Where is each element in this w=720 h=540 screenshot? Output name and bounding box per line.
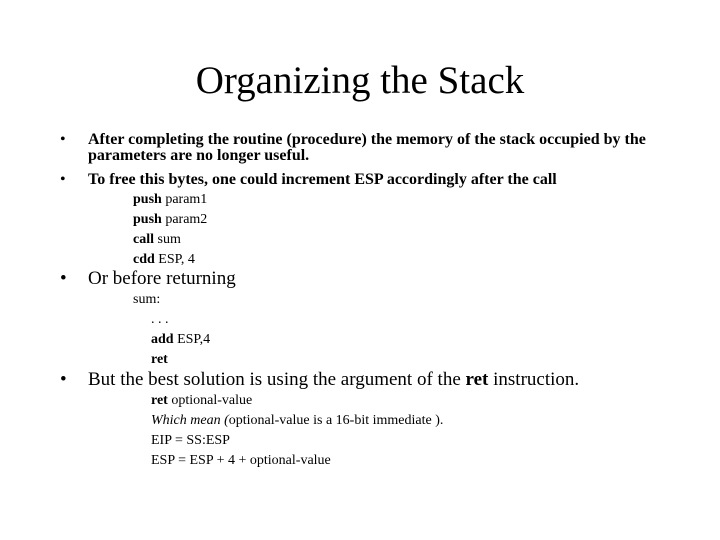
bullet-text-1: After completing the routine (procedure) the memory of the stack occupied by the parameters are no longer useful. bbox=[88, 131, 646, 164]
bullet-icon: • bbox=[60, 131, 66, 148]
bullet-item-3 bbox=[60, 268, 680, 290]
code-line: call sum bbox=[133, 232, 181, 247]
bullet-text-4: But the best solution is using the argument of the ret instruction. bbox=[88, 369, 580, 390]
code-line: sum: bbox=[133, 292, 161, 307]
code-line: push param1 bbox=[133, 192, 208, 207]
bullet-item-1 bbox=[60, 132, 680, 168]
bullet-item-4 bbox=[60, 369, 680, 391]
code-line: cdd ESP, 4 bbox=[133, 252, 195, 267]
code-line: EIP = SS:ESP bbox=[151, 433, 230, 448]
bullet-icon: • bbox=[60, 268, 67, 289]
code-line: . . . bbox=[151, 312, 169, 327]
code-line: push param2 bbox=[133, 212, 208, 227]
code-line: Which mean (optional-value is a 16-bit immediate ). bbox=[151, 413, 444, 428]
code-block-sum bbox=[133, 290, 333, 370]
bullet-icon: • bbox=[60, 171, 66, 188]
bullet-icon: • bbox=[60, 369, 67, 390]
slide-title: Organizing the Stack bbox=[195, 59, 525, 102]
code-block-ret bbox=[151, 391, 651, 471]
bullet-item-2 bbox=[60, 172, 680, 190]
code-line: ret bbox=[151, 352, 168, 367]
code-line: add ESP,4 bbox=[151, 332, 211, 347]
code-block-call bbox=[133, 190, 207, 270]
code-line: ESP = ESP + 4 + optional-value bbox=[151, 453, 331, 468]
bullet-text-2: To free this bytes, one could increment ESP accordingly after the call bbox=[88, 171, 557, 188]
code-line: ret optional-value bbox=[151, 393, 253, 408]
bullet-text-3: Or before returning bbox=[88, 268, 236, 289]
